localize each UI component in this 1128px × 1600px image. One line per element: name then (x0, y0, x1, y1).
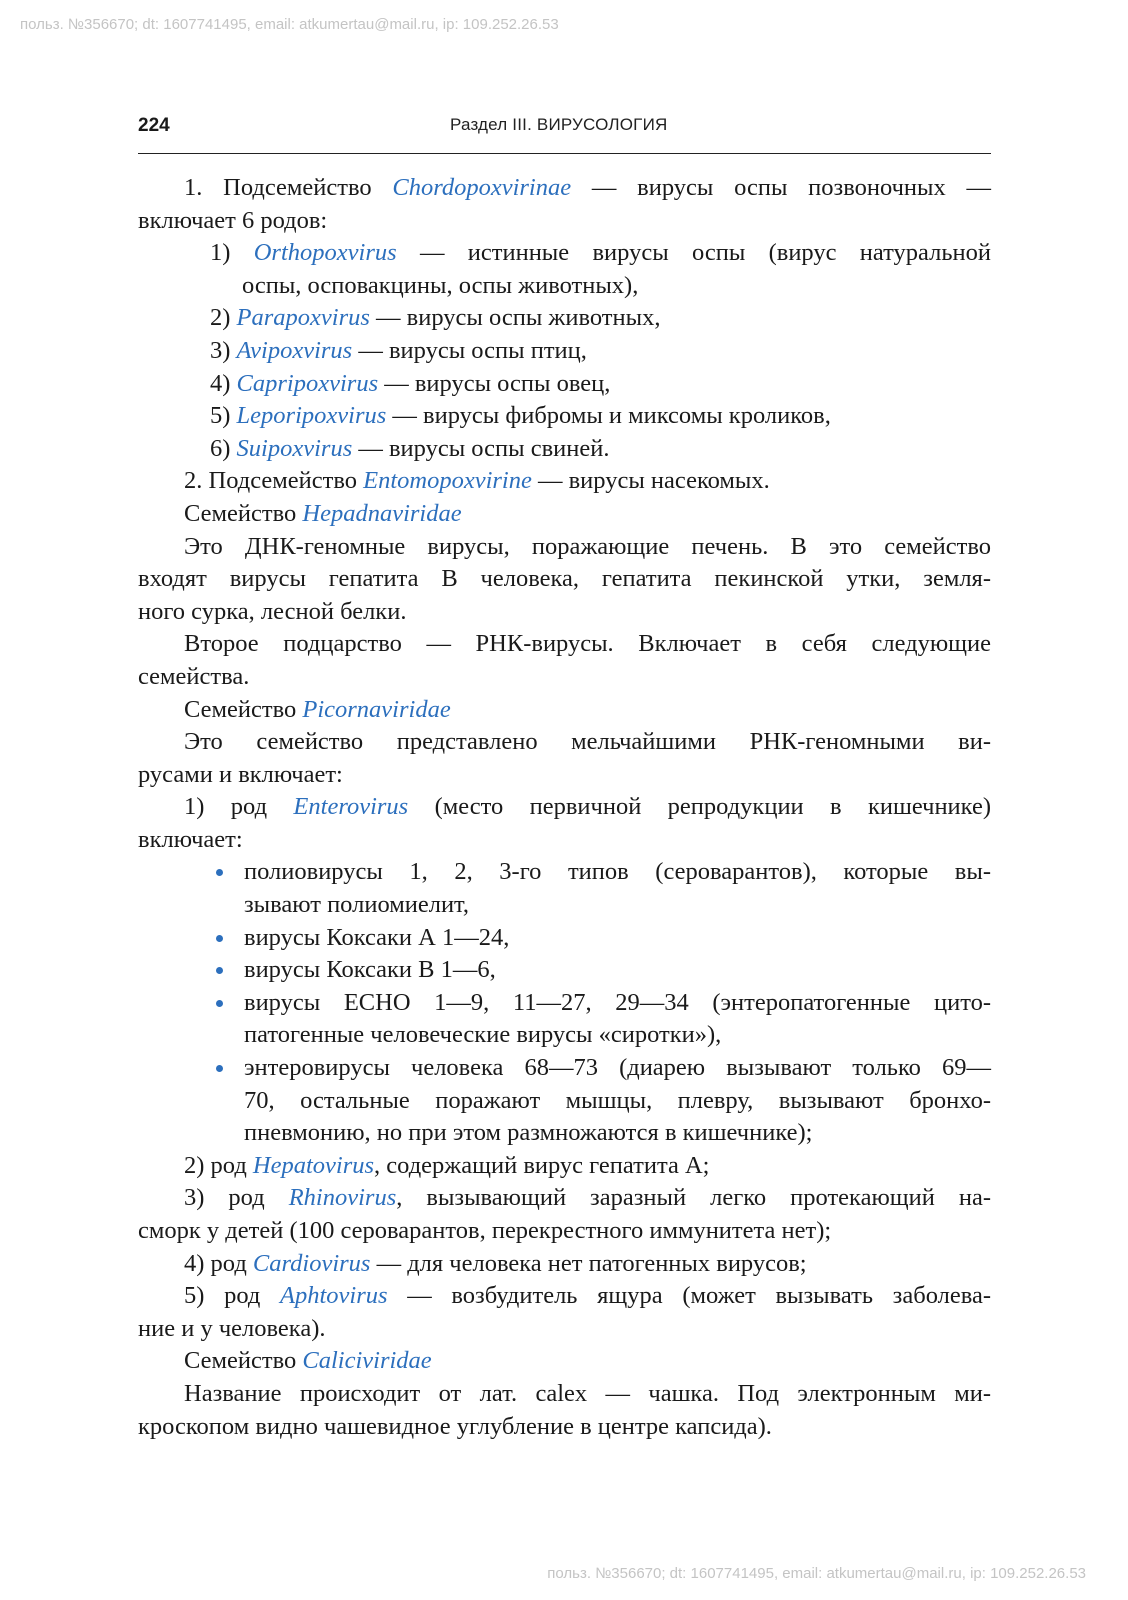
genus-2: 2) Parapoxvirus — вирусы оспы животных, (210, 304, 661, 332)
genus-rhinovirus: 3) род Rhinovirus, вызывающий заразный легко протекающий на- (184, 1184, 992, 1212)
paragraph-line: Название происходит от лат. calex — чашка. Под электронным ми- (184, 1379, 991, 1407)
latin-name: Rhinovirus (288, 1184, 397, 1212)
section-title: Раздел III. ВИРУСОЛОГИЯ (450, 115, 668, 134)
list-item-cont: 70, остальные поражают мышцы, плевру, вызывают бронхо- (244, 1086, 991, 1114)
latin-name: Aphtovirus (280, 1282, 388, 1310)
list-item: полиовирусы 1, 2, 3-го типов (сероварантов), которые вы- (138, 856, 991, 889)
genus-1-cont: оспы, осповакцины, оспы животных), (242, 271, 639, 299)
bullet-icon (216, 1065, 223, 1072)
genus-cardiovirus: 4) род Cardiovirus — для человека нет патогенных вирусов; (184, 1249, 807, 1277)
page-number: 224 (138, 115, 170, 136)
family-caliciviridae-heading: Семейство Caliciviridae (184, 1347, 432, 1375)
latin-name: Entomopoxvirine (363, 467, 532, 495)
watermark-bottom: польз. №356670; dt: 1607741495, email: atkumertau@mail.ru, ip: 109.252.26.53 (547, 1565, 1086, 1582)
latin-name: Hepatovirus (252, 1151, 375, 1179)
list-item-cont: зывают полиомиелит, (244, 891, 470, 919)
genus-aphtovirus-cont: ние и у человека). (138, 1314, 326, 1342)
latin-name: Parapoxvirus (236, 304, 370, 332)
family-picornaviridae-heading: Семейство Picornaviridae (184, 695, 451, 723)
genus-enterovirus-cont: включает: (138, 825, 243, 853)
latin-name: Capripoxvirus (236, 369, 379, 397)
paragraph-line: русами и включает: (138, 760, 343, 788)
paragraph-line: кроскопом видно чашевидное углубление в центре капсида). (138, 1412, 772, 1440)
genus-4: 4) Capripoxvirus — вирусы оспы овец, (210, 369, 611, 397)
genus-3: 3) Avipoxvirus — вирусы оспы птиц, (210, 336, 587, 364)
subfamily-1-cont: включает 6 родов: (138, 206, 328, 234)
subfamily-2-line: 2. Подсемейство Entomopoxvirine — вирусы насекомых. (184, 467, 770, 495)
list-item: вирусы Коксаки В 1—6, (138, 954, 991, 987)
paragraph-line: ного сурка, лесной белки. (138, 597, 407, 625)
bullet-icon (216, 967, 223, 974)
family-hepadnaviridae-heading: Семейство Hepadnaviridae (184, 499, 462, 527)
bullet-icon (216, 869, 223, 876)
latin-name: Orthopoxvirus (253, 239, 397, 267)
page-header (138, 115, 991, 154)
genus-6: 6) Suipoxvirus — вирусы оспы свиней. (210, 434, 610, 462)
paragraph-line: входят вирусы гепатита B человека, гепатита пекинской утки, земля- (138, 565, 991, 593)
genus-5: 5) Leporipoxvirus — вирусы фибромы и миксомы кроликов, (210, 402, 831, 430)
latin-name: Picornaviridae (302, 695, 451, 723)
subfamily-1-line: 1. Подсемейство Chordopoxvirinae — вирусы оспы позвоночных — (184, 174, 991, 201)
page-body (138, 172, 991, 1443)
paragraph-line: Второе подцарство — РНК-вирусы. Включает в себя следующие (184, 630, 991, 658)
list-item-cont: пневмонию, но при этом размножаются в кишечнике); (244, 1119, 813, 1147)
latin-name: Suipoxvirus (236, 434, 353, 462)
list-item: энтеровирусы человека 68—73 (диарею вызывают только 69— (138, 1052, 991, 1085)
bullet-icon (216, 1000, 223, 1007)
list-item-cont: патогенные человеческие вирусы «сиротки»), (244, 1021, 722, 1049)
latin-name: Caliciviridae (302, 1347, 432, 1375)
list-item: вирусы Коксаки А 1—24, (138, 922, 991, 955)
genus-rhinovirus-cont: сморк у детей (100 сероварантов, перекрестного иммунитета нет); (138, 1217, 832, 1244)
latin-name: Avipoxvirus (236, 336, 353, 364)
genus-hepatovirus: 2) род Hepatovirus, содержащий вирус гепатита А; (184, 1151, 710, 1179)
latin-name: Hepadnaviridae (302, 499, 462, 527)
paragraph-line: Это семейство представлено мельчайшими РНК-геномными ви- (184, 728, 991, 756)
paragraph-line: Это ДНК-геномные вирусы, поражающие печень. В это семейство (184, 532, 991, 560)
paragraph-line: семейства. (138, 662, 250, 690)
latin-name: Leporipoxvirus (236, 402, 387, 430)
genus-enterovirus: 1) род Enterovirus (место первичной репродукции в кишечнике) (184, 793, 991, 821)
latin-name: Chordopoxvirinae (392, 174, 572, 201)
watermark-top: польз. №356670; dt: 1607741495, email: atkumertau@mail.ru, ip: 109.252.26.53 (20, 16, 559, 33)
list-item: вирусы ECHO 1—9, 11—27, 29—34 (энтеропатогенные цито- (138, 987, 991, 1020)
genus-1: 1) Orthopoxvirus — истинные вирусы оспы (вирус натуральной (210, 239, 991, 267)
genus-aphtovirus: 5) род Aphtovirus — возбудитель ящура (может вызывать заболева- (184, 1282, 991, 1310)
bullet-icon (216, 935, 223, 942)
latin-name: Enterovirus (293, 793, 409, 821)
latin-name: Cardiovirus (252, 1249, 371, 1277)
